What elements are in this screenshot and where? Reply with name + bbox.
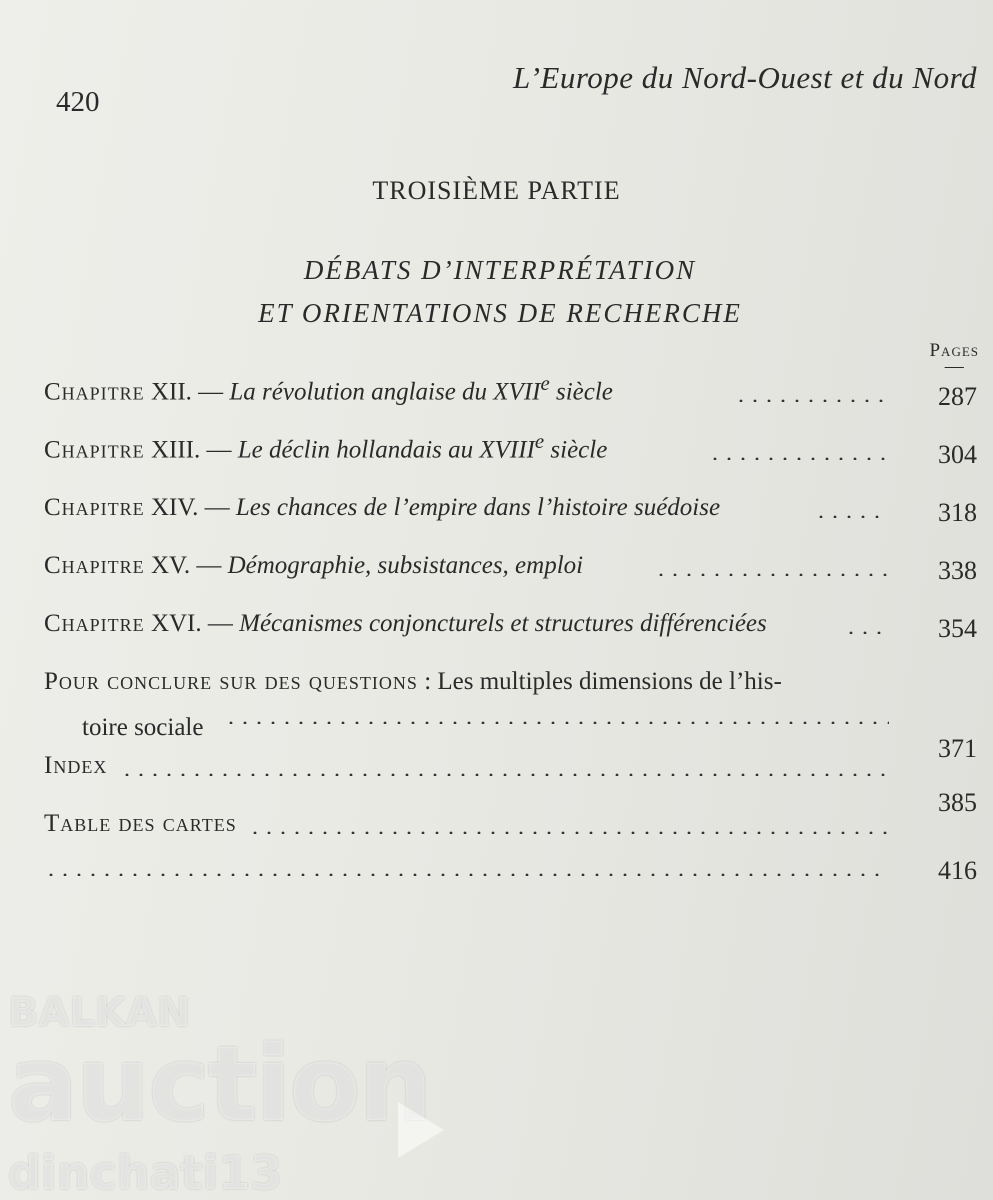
chapter-number: XVI. (150, 610, 202, 637)
chapter-label: Chapitre (44, 552, 145, 579)
pages-label: Pages (929, 340, 979, 361)
chapter-page: 338 (938, 556, 977, 585)
chapter-dash: — (204, 494, 230, 521)
dot-leader (844, 631, 889, 634)
chapter-dash: — (207, 610, 233, 637)
chapter-page: 287 (938, 382, 977, 411)
chapter-label: Chapitre (44, 378, 145, 405)
dot-leader (120, 773, 889, 776)
chapter-title: Le déclin hollandais au XVIII (237, 436, 535, 463)
chapter-number: XIII. (150, 436, 201, 463)
toc-entry-conclusion (44, 710, 981, 763)
conclusion-text-line1: : Les multiples dimensions de l’his- (417, 668, 782, 695)
dot-leader (734, 399, 889, 402)
dot-leader (248, 831, 889, 834)
pages-column-heading (929, 340, 979, 377)
chapter-number: XV. (150, 552, 191, 579)
chapter-title-sup: e (540, 370, 550, 395)
index-page: 385 (938, 788, 977, 817)
toc-entry-chapter-14 (44, 490, 981, 530)
play-arrow-icon (398, 1102, 444, 1158)
conclusion-text-line2: toire sociale (82, 714, 204, 741)
chapter-number: XIV. (150, 494, 199, 521)
watermark-username: dinchati13 (8, 1146, 283, 1200)
maps-page: 416 (938, 856, 977, 885)
chapter-label: Chapitre (44, 436, 145, 463)
section-title-line1: DÉBATS D’INTERPRÉTATION (303, 255, 697, 285)
toc-entry-conclusion-line1 (44, 668, 782, 696)
watermark-brand-main: auction (8, 1023, 431, 1145)
watermark (8, 990, 431, 1200)
chapter-title-end: siècle (549, 378, 613, 405)
chapter-dash: — (206, 436, 232, 463)
conclusion-lead: Pour conclure sur des questions (44, 668, 418, 695)
toc-entry-maps-leader (44, 848, 981, 888)
chapter-title: La révolution anglaise du XVII (229, 378, 541, 405)
chapter-dash: — (196, 552, 222, 579)
pages-dash: — (944, 356, 964, 377)
watermark-brand-top: BALKAN (8, 990, 191, 1036)
index-label: Index (44, 752, 108, 779)
toc-entry-chapter-16 (44, 606, 981, 646)
conclusion-page: 371 (938, 734, 977, 763)
chapter-title: Mécanismes conjoncturels et structures différenciées (239, 610, 767, 637)
toc-entry-chapter-15 (44, 548, 981, 588)
chapter-number: XII. (150, 378, 192, 405)
dot-leader (44, 873, 889, 876)
toc-entry-index (44, 748, 981, 817)
chapter-title-sup: e (534, 428, 545, 453)
dot-leader (708, 457, 889, 460)
dot-leader (814, 515, 889, 518)
dot-leader (654, 573, 889, 576)
chapter-page: 318 (938, 498, 977, 527)
maps-label: Table des cartes (44, 810, 237, 837)
chapter-page: 304 (938, 440, 977, 469)
section-title-line2: ET ORIENTATIONS DE RECHERCHE (258, 298, 742, 328)
running-title: L’Europe du Nord-Ouest et du Nord (513, 60, 977, 95)
toc-entry-maps (44, 806, 981, 846)
chapter-title: Les chances de l’empire dans l’histoire suédoise (235, 494, 721, 521)
chapter-title: Démographie, subsistances, emploi (227, 552, 584, 579)
page-number: 420 (56, 86, 100, 118)
toc-entry-chapter-13 (44, 428, 981, 472)
chapter-dash: — (198, 378, 224, 405)
chapter-label: Chapitre (44, 610, 145, 637)
chapter-title-end: siècle (544, 436, 608, 463)
chapter-label: Chapitre (44, 494, 145, 521)
part-heading: TROISIÈME PARTIE (372, 176, 621, 205)
dot-leader (224, 721, 889, 724)
chapter-page: 354 (938, 614, 977, 643)
toc-entry-chapter-12 (44, 370, 981, 414)
